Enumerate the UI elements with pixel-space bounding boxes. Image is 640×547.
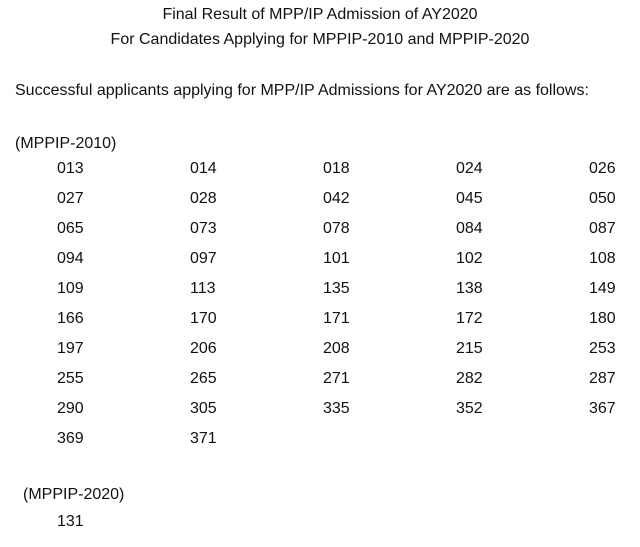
applicant-number: 078: [323, 220, 350, 237]
applicant-number: 367: [589, 400, 616, 417]
applicant-number: 042: [323, 190, 350, 207]
applicant-number: 131: [57, 513, 84, 530]
applicant-number: 065: [57, 220, 84, 237]
applicant-number: 018: [323, 160, 350, 177]
applicant-number: 166: [57, 310, 84, 327]
applicant-number: 094: [57, 250, 84, 267]
applicant-number: 352: [456, 400, 483, 417]
document-subtitle: For Candidates Applying for MPPIP-2010 and MPPIP-2020: [110, 31, 530, 48]
applicant-number: 027: [57, 190, 84, 207]
section-heading-mppip-2020: (MPPIP-2020): [23, 486, 125, 503]
applicant-number: 369: [57, 430, 84, 447]
applicant-number: 102: [456, 250, 483, 267]
applicant-number: 180: [589, 310, 616, 327]
document-title: Final Result of MPP/IP Admission of AY2020: [162, 6, 478, 23]
applicant-number: 101: [323, 250, 350, 267]
applicant-number: 087: [589, 220, 616, 237]
applicant-number: 084: [456, 220, 483, 237]
applicant-number: 113: [190, 280, 216, 297]
applicant-number: 109: [57, 280, 84, 297]
applicant-number: 024: [456, 160, 483, 177]
applicant-number: 215: [456, 340, 483, 357]
applicant-number: 028: [190, 190, 217, 207]
applicant-number: 371: [190, 430, 217, 447]
applicant-number-grid-mppip-2010: [57, 159, 619, 449]
applicant-number: 172: [456, 310, 483, 327]
applicant-number: 197: [57, 340, 84, 357]
applicant-number: 265: [190, 370, 217, 387]
applicant-number: 170: [190, 310, 217, 327]
applicant-number: 138: [456, 280, 483, 297]
section-heading-mppip-2010: (MPPIP-2010): [15, 135, 117, 152]
applicant-number: 013: [57, 160, 84, 177]
applicant-number: 208: [323, 340, 350, 357]
applicant-number: 135: [323, 280, 350, 297]
applicant-number: 014: [190, 160, 217, 177]
applicant-number: 149: [589, 280, 616, 297]
applicant-number: 282: [456, 370, 483, 387]
applicant-number: 287: [589, 370, 616, 387]
applicant-number: 045: [456, 190, 483, 207]
intro-text: Successful applicants applying for MPP/IP Admissions for AY2020 are as follows:: [15, 82, 589, 99]
applicant-number: 253: [589, 340, 616, 357]
applicant-number: 255: [57, 370, 84, 387]
applicant-number: 290: [57, 400, 84, 417]
applicant-number: 026: [589, 160, 616, 177]
applicant-number: 305: [190, 400, 217, 417]
applicant-number: 073: [190, 220, 217, 237]
applicant-number: 206: [190, 340, 217, 357]
applicant-number: 050: [589, 190, 616, 207]
applicant-number: 271: [323, 370, 350, 387]
applicant-number: 097: [190, 250, 217, 267]
applicant-number: 171: [323, 310, 350, 327]
applicant-number: 335: [323, 400, 350, 417]
applicant-number: 108: [589, 250, 616, 267]
